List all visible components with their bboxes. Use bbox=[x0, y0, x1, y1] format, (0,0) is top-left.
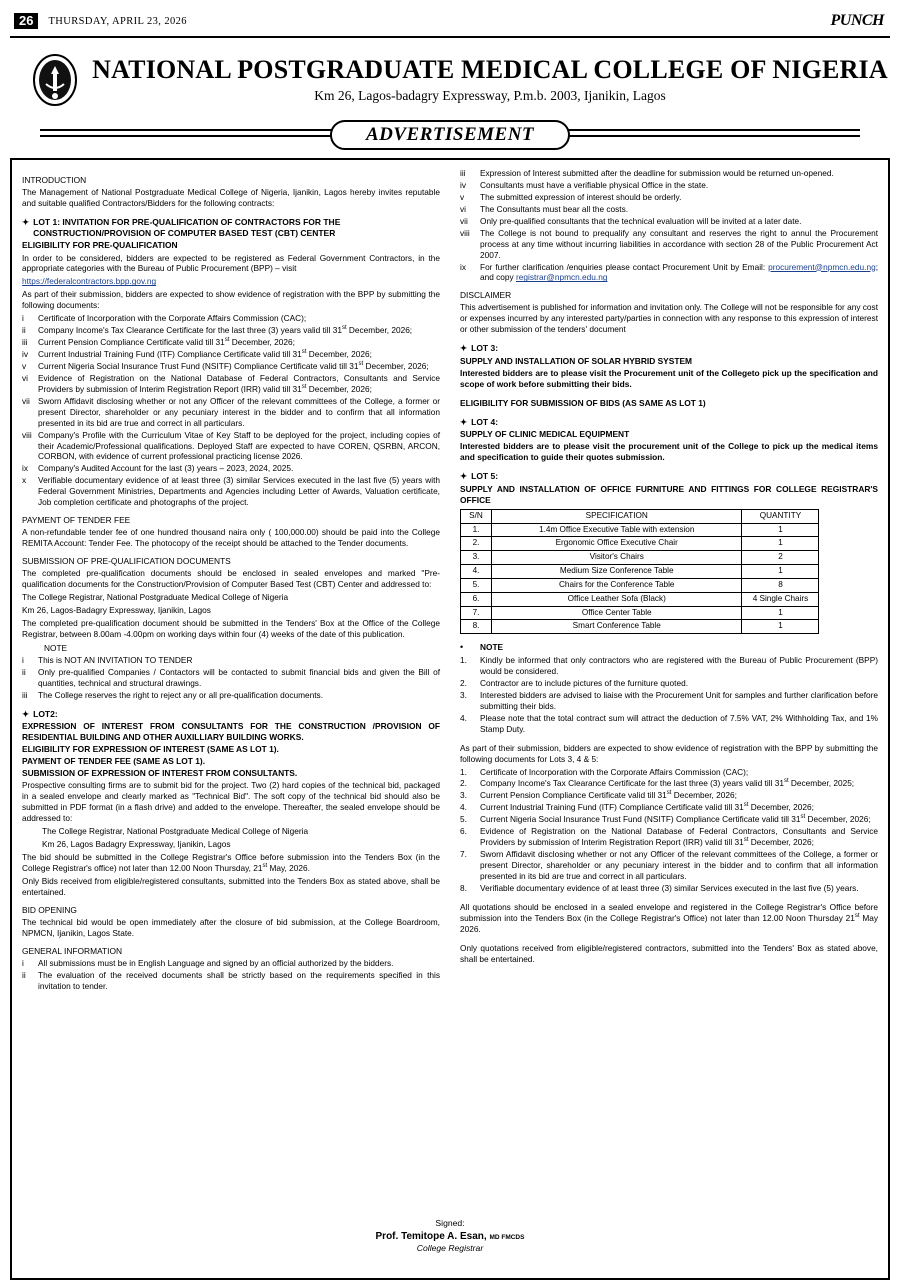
lot3-body: Interested bidders are to please visit the Procurement unit of the Collegeto pick up the specification and scope of work before submitting their bids. bbox=[460, 367, 878, 389]
lot2-closing: Only Bids received from eligible/registered consultants, submitted into the Tenders Box as stated above, shall be entertained. bbox=[22, 875, 440, 897]
list-item bbox=[460, 180, 878, 191]
signatory-name-text: Prof. Temitope A. Esan, bbox=[375, 1230, 487, 1242]
signature-block bbox=[22, 1218, 878, 1255]
right-note-heading-row bbox=[460, 642, 878, 654]
list-marker: vii bbox=[460, 215, 468, 226]
cell-sn: 6. bbox=[461, 592, 492, 606]
cell-quantity: 8 bbox=[742, 578, 819, 592]
list-marker: iii bbox=[22, 337, 28, 348]
list-text: Evidence of Registration on the National Database of Federal Contractors, Consultants and Service Providers by submission of Interim Registration Report (IRR) valid till 31st December, 2026; bbox=[38, 372, 440, 394]
spacer bbox=[460, 391, 878, 397]
list-marker: ii bbox=[22, 325, 26, 336]
lot3-subtitle: SUPPLY AND INSTALLATION OF SOLAR HYBRID SYSTEM bbox=[460, 355, 693, 366]
list-text bbox=[480, 262, 878, 284]
lot5-subtitle: SUPPLY AND INSTALLATION OF OFFICE FURNITURE AND FITTINGS FOR COLLEGE REGISTRAR'S OFFICE bbox=[460, 483, 878, 505]
list-text: The evaluation of the received documents shall be strictly based on the requirements specified in this invitation to tender. bbox=[38, 969, 440, 991]
clarification-text: For further clarification /enquiries please contact Procurement Unit by Email: bbox=[480, 261, 766, 272]
list-text: Verifiable documentary evidence of at least three (3) similar Services executed in the last five (5) years. bbox=[480, 882, 859, 893]
list-item bbox=[460, 790, 878, 801]
list-text: Current Industrial Training Fund (ITF) Compliance Certificate valid till 31st December, 2026; bbox=[38, 349, 372, 359]
list-text: Interested bidders are advised to liaise with the Procurement Unit for samples and further clarification before submitting their bids. bbox=[480, 689, 878, 711]
signed-label: Signed: bbox=[435, 1218, 465, 1228]
cell-specification: Office Leather Sofa (Black) bbox=[492, 592, 742, 606]
list-item bbox=[22, 475, 440, 508]
list-item bbox=[460, 168, 878, 179]
list-item bbox=[22, 667, 440, 689]
list-item bbox=[22, 463, 440, 474]
list-text: Current Nigeria Social Insurance Trust Fund (NSITF) Compliance Certificate valid till 31st December, 2026; bbox=[38, 360, 429, 371]
list-item bbox=[460, 228, 878, 261]
list-marker: ii bbox=[22, 666, 26, 677]
list-text: Certificate of Incorporation with the Corporate Affairs Commission (CAC); bbox=[38, 313, 307, 324]
list-marker: v bbox=[460, 191, 465, 202]
list-text: Current Nigeria Social Insurance Trust Fund (NSITF) Compliance Certificate valid till 31st December, 2026; bbox=[480, 814, 871, 825]
lot1-submission-intro: As part of their submission, bidders are expected to show evidence of registration with the BPP by submitting the following documents: bbox=[22, 289, 440, 311]
advertisement-banner bbox=[10, 120, 890, 150]
list-text: Contractor are to include pictures of the furniture quoted. bbox=[480, 677, 689, 688]
list-text: Verifiable documentary evidence of at least three (3) similar Services executed in the last five (5) years with Federal Government Ministries, Departments and Agencies including Letter of Awards, Valuation certificate, Job completion certificate and photographs of the project. bbox=[38, 475, 440, 508]
page-number: 26 bbox=[14, 13, 38, 29]
lots345-document-list bbox=[460, 767, 878, 894]
list-item bbox=[460, 826, 878, 848]
lot5-title: LOT 5: bbox=[471, 471, 499, 482]
registrar-email-link[interactable]: registrar@npmcn.edu.ng bbox=[516, 272, 608, 283]
diamond-bullet-icon: ✦ bbox=[22, 708, 30, 719]
list-marker: viii bbox=[460, 227, 470, 238]
table-row bbox=[461, 578, 819, 592]
list-text: Sworn Affidavit disclosing whether or not any Officer of the relevant committees of the College, a former or present Director, shareholder or any pecuniary interest in the bidder and to confirm that all information presented in its bid are true and correct in all particulars. bbox=[480, 849, 878, 881]
lot1-eligibility-text: In order to be considered, bidders are expected to be registered as Federal Government Contractors, in the appropriate categories with the Bureau of Public Procurement (BPP) – visit bbox=[22, 252, 440, 274]
cell-quantity: 1 bbox=[742, 565, 819, 579]
list-marker: i bbox=[22, 654, 24, 665]
cell-quantity: 1 bbox=[742, 620, 819, 634]
right-note-heading: NOTE bbox=[480, 642, 504, 653]
list-item bbox=[22, 361, 440, 372]
signatory-name bbox=[22, 1230, 878, 1244]
list-marker: v bbox=[22, 360, 27, 371]
signatory-role: College Registrar bbox=[416, 1243, 484, 1254]
cell-specification: Ergonomic Office Executive Chair bbox=[492, 537, 742, 551]
submission-deadline: The completed pre-qualification document should be submitted in the Tenders' Box at the Office of the College Registrar, between 8.00am -4.00pm on working days within four (4) weeks of the date of this publication. bbox=[22, 617, 440, 639]
lot4-title: LOT 4: bbox=[471, 416, 499, 427]
furniture-specification-table bbox=[460, 509, 819, 634]
submission-address-line-2: Km 26, Lagos-Badagry Expressway, Ijanikin, Lagos bbox=[22, 605, 211, 615]
cell-specification: Medium Size Conference Table bbox=[492, 565, 742, 579]
list-marker: ix bbox=[460, 261, 466, 272]
list-item bbox=[460, 192, 878, 203]
general-information-heading: GENERAL INFORMATION bbox=[22, 945, 123, 956]
list-marker: iii bbox=[460, 168, 466, 178]
left-note-heading: NOTE bbox=[44, 642, 68, 653]
column-header-quantity: QUANTITY bbox=[742, 509, 819, 523]
left-column bbox=[22, 168, 444, 1208]
lot3-eligibility: ELIGIBILITY FOR SUBMISSION OF BIDS (AS SAME AS LOT 1) bbox=[460, 397, 706, 408]
list-marker: 1. bbox=[460, 655, 467, 666]
table-row bbox=[461, 620, 819, 634]
list-marker: vi bbox=[22, 372, 28, 383]
list-item bbox=[22, 325, 440, 336]
email-separator: ; and copy bbox=[480, 261, 878, 283]
lot1-eligibility-heading: ELIGIBILITY FOR PRE-QUALIFICATION bbox=[22, 240, 178, 251]
bpp-link-wrap bbox=[22, 276, 440, 287]
list-item bbox=[22, 349, 440, 360]
cell-quantity: 2 bbox=[742, 551, 819, 565]
list-item bbox=[22, 958, 440, 969]
lot1-heading bbox=[22, 217, 440, 239]
list-marker: 6. bbox=[460, 826, 467, 837]
list-text: This is NOT AN INVITATION TO TENDER bbox=[38, 654, 193, 665]
lot4-body: Interested bidders are to please visit the procurement unit of the College to pick up the medical items and specification to guide their quotes submission. bbox=[460, 441, 878, 463]
diamond-bullet-icon: ✦ bbox=[460, 416, 468, 427]
list-text: Company's Audited Account for the last (3) years – 2023, 2024, 2025. bbox=[38, 463, 294, 474]
lot1-document-list bbox=[22, 313, 440, 508]
cell-quantity: 1 bbox=[742, 606, 819, 620]
table-row bbox=[461, 537, 819, 551]
cell-sn: 1. bbox=[461, 523, 492, 537]
cell-specification: Chairs for the Conference Table bbox=[492, 578, 742, 592]
lot2-address-line-2: Km 26, Lagos Badagry Expressway, Ijanikin, Lagos bbox=[42, 838, 231, 849]
publication-name: PUNCH bbox=[830, 12, 884, 29]
general-information-list bbox=[22, 958, 440, 992]
table-row bbox=[461, 565, 819, 579]
list-marker: 2. bbox=[460, 677, 467, 688]
list-item bbox=[22, 313, 440, 324]
list-marker: 3. bbox=[460, 790, 467, 801]
list-item bbox=[460, 883, 878, 894]
diamond-bullet-icon: ✦ bbox=[460, 471, 468, 482]
lot1-eligibility-body bbox=[22, 253, 440, 275]
cell-sn: 3. bbox=[461, 551, 492, 565]
cell-specification: Office Center Table bbox=[492, 606, 742, 620]
list-item bbox=[22, 690, 440, 701]
bid-opening-body: The technical bid would be open immediately after the closure of bid submission, at the College Boardroom, NPMCN, Ijanikin, Lagos State. bbox=[22, 916, 440, 938]
list-text: Only pre-qualified Companies / Contactors will be contacted to submit financial bids and given the Bill of quantities, technical and structural drawings. bbox=[38, 666, 440, 688]
lot2-eligibility: ELIGIBILITY FOR EXPRESSION OF INTEREST (SAME AS LOT 1). bbox=[22, 743, 279, 754]
lot2-body: EXPRESSION OF INTEREST FROM CONSULTANTS FOR THE CONSTRUCTION /PROVISION OF RESIDENTIAL BUILDING AND OTHER AUXILLIARY BUILDING WORKS. bbox=[22, 720, 440, 742]
bullet-icon: • bbox=[460, 642, 464, 653]
list-marker: iii bbox=[22, 689, 28, 700]
lot4-heading bbox=[460, 417, 878, 428]
submission-address-line-1: The College Registrar, National Postgraduate Medical College of Nigeria bbox=[22, 592, 289, 603]
list-text: Please note that the total contract sum will attract the deduction of 7.5% VAT, 2% Withholding Tax, and 1% Stamp Duty. bbox=[480, 712, 878, 734]
two-column-layout bbox=[22, 168, 878, 1208]
list-item bbox=[460, 814, 878, 825]
lot2-deadline: The bid should be submitted in the College Registrar's Office before submission into the Tenders Box (in the College Registrar's office) not later than 12.00 Noon Thursday, 21st May, 2026. bbox=[22, 851, 440, 873]
list-text: Only pre-qualified consultants that the technical evaluation will be invited at a later date. bbox=[480, 215, 802, 226]
list-item bbox=[460, 713, 878, 735]
cell-specification: 1.4m Office Executive Table with extension bbox=[492, 523, 742, 537]
cell-sn: 7. bbox=[461, 606, 492, 620]
list-marker: 4. bbox=[460, 802, 467, 813]
list-text: Certificate of Incorporation with the Corporate Affairs Commission (CAC); bbox=[480, 766, 749, 777]
cell-sn: 8. bbox=[461, 620, 492, 634]
lot2-tender-fee: PAYMENT OF TENDER FEE (SAME AS LOT 1). bbox=[22, 756, 206, 766]
list-marker: 3. bbox=[460, 689, 467, 700]
disclaimer-body: This advertisement is published for information and invitation only. The College will not be responsible for any cost or expenses incurred by any interested party/parties in connection with any response to this expression of interest or other submission of the tenders' document bbox=[460, 302, 878, 335]
college-crest-icon bbox=[32, 54, 78, 106]
list-marker: 8. bbox=[460, 882, 467, 893]
college-name: NATIONAL POSTGRADUATE MEDICAL COLLEGE OF NIGERIA bbox=[92, 54, 888, 84]
list-item bbox=[460, 216, 878, 227]
right-column bbox=[460, 168, 878, 1208]
closing-paragraph-2: Only quotations received from eligible/registered contractors, submitted into the Tenders' Box as stated above, shall be entertained. bbox=[460, 942, 878, 964]
list-item bbox=[22, 337, 440, 348]
content-frame bbox=[10, 158, 890, 1280]
list-marker: vi bbox=[460, 203, 466, 214]
table-row bbox=[461, 592, 819, 606]
introduction-heading: INTRODUCTION bbox=[22, 175, 87, 185]
list-item bbox=[460, 678, 878, 689]
procurement-email-link[interactable]: procurement@npmcn.edu.ng bbox=[768, 261, 876, 272]
list-text: The submitted expression of interest should be orderly. bbox=[480, 191, 682, 202]
list-text: The Consultants must bear all the costs. bbox=[480, 203, 629, 214]
list-item bbox=[22, 970, 440, 992]
college-header bbox=[10, 54, 890, 106]
documents-intro: As part of their submission, bidders are expected to show evidence of registration with the BPP by submitting the following documents for Lots 3, 4 & 5: bbox=[460, 742, 878, 764]
column-header-sn: S/N bbox=[461, 509, 492, 523]
cell-quantity: 1 bbox=[742, 537, 819, 551]
list-marker: i bbox=[22, 313, 24, 324]
list-item bbox=[460, 655, 878, 677]
signatory-credentials: MD FMCDS bbox=[489, 1233, 525, 1241]
list-text: The College reserves the right to reject any or all pre-qualification documents. bbox=[38, 689, 324, 700]
table-header-row bbox=[461, 509, 819, 523]
list-marker: vii bbox=[22, 395, 30, 406]
list-item bbox=[22, 373, 440, 395]
submission-heading: SUBMISSION OF PRE-QUALIFICATION DOCUMENTS bbox=[22, 556, 231, 567]
list-marker: x bbox=[22, 475, 27, 486]
list-item bbox=[22, 430, 440, 463]
lot2-heading bbox=[22, 709, 440, 720]
list-text: Current Pension Compliance Certificate valid till 31st December, 2026; bbox=[38, 337, 295, 348]
list-item bbox=[22, 396, 440, 429]
masthead bbox=[10, 8, 890, 38]
left-note-list bbox=[22, 655, 440, 701]
list-text: Company Income's Tax Clearance Certificate for the last three (3) years valid till 31st December, 2026; bbox=[38, 325, 413, 336]
closing-paragraph-1: All quotations should be enclosed in a sealed envelope and registered in the College Registrar's Office before submission into the Tenders Box (in the College Registrar's Office) not later than 12.00 Noon Thursday 21st May 2026. bbox=[460, 901, 878, 934]
cell-sn: 2. bbox=[461, 537, 492, 551]
list-text: Company Income's Tax Clearance Certificate for the last three (3) years valid till 31st December, 2025; bbox=[480, 778, 855, 789]
list-marker: ii bbox=[22, 969, 26, 980]
lot2-address-line-1: The College Registrar, National Postgraduate Medical College of Nigeria bbox=[42, 825, 309, 836]
list-text: Company's Profile with the Curriculum Vitae of Key Staff to be deployed for the project, including copies of their Academic/Professional qualifications. Deployed Staff are expected to have COREN, QSRBN, ARCON, CORBON, with evidence of current professional practicing license 2026. bbox=[38, 429, 440, 462]
masthead-date: THURSDAY, APRIL 23, 2026 bbox=[48, 15, 187, 27]
list-item bbox=[22, 655, 440, 666]
tender-fee-body: A non-refundable tender fee of one hundred thousand naira only ( 100,000.00) should be paid into the College REMITA Account: Tender Fee. The photocopy of the receipt should be attached to the Tender documents. bbox=[22, 527, 440, 549]
table-row bbox=[461, 523, 819, 537]
list-marker: 1. bbox=[460, 766, 467, 777]
list-text: Consultants must have a verifiable physical Office in the state. bbox=[480, 179, 709, 190]
disclaimer-heading: DISCLAIMER bbox=[460, 290, 512, 301]
lot2-title: LOT2: bbox=[33, 708, 58, 719]
diamond-bullet-icon: ✦ bbox=[22, 216, 30, 227]
lot5-heading bbox=[460, 471, 878, 482]
list-marker: 7. bbox=[460, 849, 467, 860]
lot3-heading bbox=[460, 343, 878, 354]
list-marker: 2. bbox=[460, 778, 467, 789]
list-text: Sworn Affidavit disclosing whether or not any Officer of the relevant committees of the College, a former or present Director, shareholder or any pecuniary interest in the bidder and to confirm that all information presented in its bid are true and correct in all particulars. bbox=[38, 395, 440, 428]
lot2-submission-heading: SUBMISSION OF EXPRESSION OF INTEREST FROM CONSULTANTS. bbox=[22, 768, 298, 779]
diamond-bullet-icon: ✦ bbox=[460, 343, 468, 354]
cell-specification: Visitor's Chairs bbox=[492, 551, 742, 565]
column-header-specification: SPECIFICATION bbox=[492, 509, 742, 523]
submission-body: The completed pre-qualification documents should be enclosed in sealed envelopes and marked "Pre-qualification documents for the Construction/Provision of Computer Based Test (CBT) Center and addressed to: bbox=[22, 568, 440, 590]
list-marker: i bbox=[22, 957, 24, 968]
list-marker: viii bbox=[22, 429, 32, 440]
list-item bbox=[460, 767, 878, 778]
list-text: Current Pension Compliance Certificate valid till 31st December, 2026; bbox=[480, 790, 737, 801]
list-text: The College is not bound to prequalify any consultant and reserves the right to annul the Procurement process at any time without incurring liabilities in accordance with section 28 of the Public Procurement Act 2007. bbox=[480, 227, 878, 260]
list-text: Expression of Interest submitted after the deadline for submission would be returned un-opened. bbox=[480, 168, 834, 178]
right-note-list bbox=[460, 655, 878, 735]
advertisement-label: ADVERTISEMENT bbox=[330, 120, 570, 150]
cell-quantity: 1 bbox=[742, 523, 819, 537]
list-item bbox=[460, 262, 878, 284]
cell-specification: Smart Conference Table bbox=[492, 620, 742, 634]
cell-sn: 5. bbox=[461, 578, 492, 592]
list-text: All submissions must be in English Language and signed by an official authorized by the bidders. bbox=[38, 957, 394, 968]
list-marker: 4. bbox=[460, 712, 467, 723]
list-marker: ix bbox=[22, 463, 28, 474]
cell-sn: 4. bbox=[461, 565, 492, 579]
college-address: Km 26, Lagos-badagry Expressway, P.m.b. 2003, Ijanikin, Lagos bbox=[314, 88, 666, 104]
cell-quantity: 4 Single Chairs bbox=[742, 592, 819, 606]
introduction-body: The Management of National Postgraduate Medical College of Nigeria, Ijanikin, Lagos hereby invites reputable and suitable qualified Contractors/Bidders for the following contracts: bbox=[22, 187, 440, 209]
table-row bbox=[461, 551, 819, 565]
bpp-portal-link[interactable]: https://federalcontractors.bpp.gov.ng bbox=[22, 276, 157, 287]
lot2-submission-body: Prospective consulting firms are to submit bid for the project. Two (2) hard copies of the technical bid, packaged in a sealed envelope and clearly marked as "Technical Bid". The soft copy of the technical bid should also be submitted in PDF format (in a flash drive) and added to the envelope. Thereafter, the sealed envelope should be addressed to: bbox=[22, 780, 440, 823]
table-row bbox=[461, 606, 819, 620]
list-text: Current Industrial Training Fund (ITF) Compliance Certificate valid till 31st December, 2026; bbox=[480, 802, 814, 813]
list-item bbox=[460, 778, 878, 789]
list-item bbox=[460, 690, 878, 712]
list-text: Kindly be informed that only contractors who are registered with the Bureau of Public Procurement (BPP) would be considered. bbox=[480, 655, 878, 677]
bid-opening-heading: BID OPENING bbox=[22, 904, 77, 915]
lot4-subtitle: SUPPLY OF CLINIC MEDICAL EQUIPMENT bbox=[460, 429, 630, 440]
list-text: Evidence of Registration on the National Database of Federal Contractors, Consultants and Service Providers by submission of Interim Registration Report (IRR) valid till 31st December, 2026; bbox=[480, 826, 878, 848]
list-marker: iv bbox=[460, 179, 466, 190]
list-item bbox=[460, 204, 878, 215]
publication-logo bbox=[831, 12, 887, 30]
lot1-title: LOT 1: INVITATION FOR PRE-QUALIFICATION OF CONTRACTORS FOR THE CONSTRUCTION/PROVISION OF COMPUTER BASED TEST (CBT) CENTER bbox=[33, 216, 341, 239]
list-marker: iv bbox=[22, 349, 28, 359]
tender-fee-heading: PAYMENT OF TENDER FEE bbox=[22, 515, 131, 526]
list-item bbox=[460, 849, 878, 882]
list-item bbox=[460, 802, 878, 813]
general-information-continued-list bbox=[460, 168, 878, 283]
list-marker: 5. bbox=[460, 814, 467, 825]
lot3-title: LOT 3: bbox=[471, 343, 499, 354]
